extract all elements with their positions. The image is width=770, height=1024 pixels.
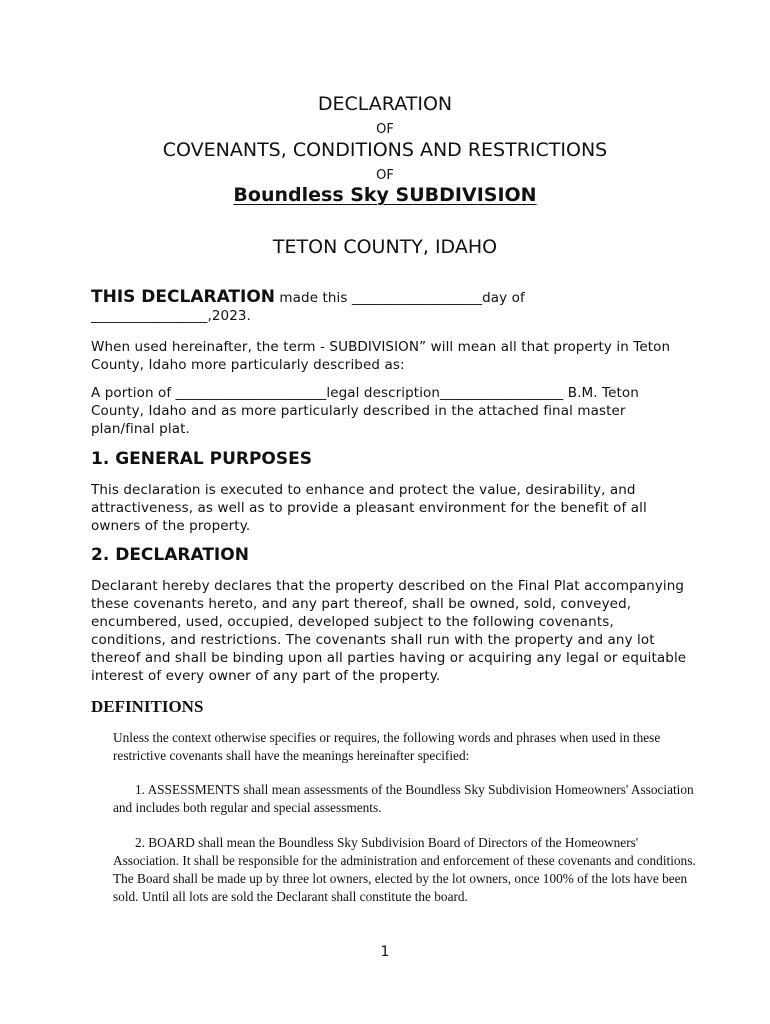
- subdivision-name: Boundless Sky SUBDIVISION: [233, 184, 537, 206]
- intro-line2: _________________,2023.: [91, 308, 251, 324]
- page-number: 1: [380, 944, 390, 960]
- definition-item-1-text: 1. ASSESSMENTS shall mean assessments of the Boundless Sky Subdivision Homeowners' Association and includes both regular and special assessments.: [113, 782, 694, 815]
- title-of-2: OF: [376, 168, 394, 183]
- intro-line1-rest: made this ___________________day of: [275, 290, 525, 306]
- doc-title: DECLARATION: [317, 93, 453, 115]
- section1-body: This declaration is executed to enhance and protect the value, desirability, and attractiveness, as well as to provide a pleasant environment for the benefit of all owners of the property.: [91, 482, 647, 534]
- definition-item-2: [113, 834, 703, 906]
- portion-paragraph: A portion of ______________________legal description__________________ B.M. Teton County, Idaho and as more particularly described in the attached final master plan/final plat.: [91, 385, 639, 437]
- section1-heading: 1. GENERAL PURPOSES: [91, 449, 312, 469]
- intro-paragraph: [91, 288, 691, 325]
- definition-item-1: [113, 781, 703, 817]
- title-of-1: OF: [376, 122, 394, 137]
- definitions-intro: Unless the context otherwise specifies or requires, the following words and phrases when used in these restrictive covenants shall have the meanings hereinafter specified:: [113, 730, 661, 763]
- section2-heading: 2. DECLARATION: [91, 545, 249, 565]
- county-name: TETON COUNTY, IDAHO: [272, 236, 498, 258]
- definition-paragraph: When used hereinafter, the term - SUBDIVISION” will mean all that property in Teton County, Idaho more particularly described as:: [91, 339, 671, 373]
- definition-item-2-text: 2. BOARD shall mean the Boundless Sky Subdivision Board of Directors of the Homeowners' Association. It shall be responsible for the administration and enforcement of these covenants and conditions. The Board shall be made up by three lot owners, elected by the lot owners, once 100% of the lots have been sold. Until all lots are sold the Declarant shall constitute the board.: [113, 835, 696, 904]
- doc-subtitle: COVENANTS, CONDITIONS AND RESTRICTIONS: [162, 139, 608, 161]
- intro-lead: THIS DECLARATION: [91, 287, 276, 307]
- definitions-heading: DEFINITIONS: [91, 697, 204, 716]
- section2-body: Declarant hereby declares that the property described on the Final Plat accompanying these covenants hereto, and any part thereof, shall be owned, sold, conveyed, encumbered, used, occupied, developed subject to the following covenants, conditions, and restrictions. The covenants shall run with the property and any lot thereof and shall be binding upon all parties having or acquiring any legal or equitable interest of every owner of any part of the property.: [91, 578, 687, 684]
